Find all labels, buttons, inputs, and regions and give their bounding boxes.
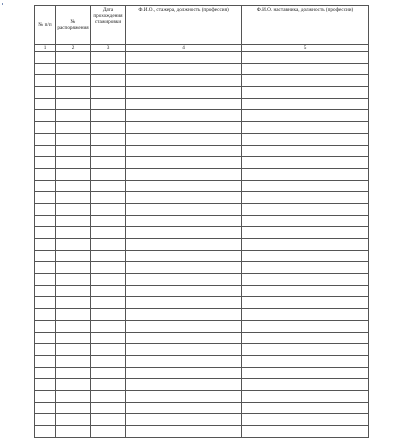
table-cell [126,133,242,145]
header-trainee-name: Ф.И.О., стажера, должность (профессия) [126,6,242,45]
table-row [35,250,369,262]
table-cell [242,332,369,344]
table-row [35,344,369,356]
table-row [35,239,369,251]
table-cell [91,355,126,367]
table-cell [91,98,126,110]
table-cell [242,367,369,379]
table-cell [56,367,91,379]
table-cell [91,227,126,239]
table-cell [35,355,56,367]
table-cell [126,402,242,414]
internship-log-table [34,5,369,438]
column-number: 3 [91,45,126,52]
table-cell [91,133,126,145]
table-cell [56,122,91,134]
table-cell [126,192,242,204]
table-cell [56,239,91,251]
table-cell [56,426,91,438]
table-cell [126,110,242,122]
table-cell [242,402,369,414]
table-cell [91,250,126,262]
table-cell [35,110,56,122]
table-cell [35,98,56,110]
table-cell [35,426,56,438]
table-row [35,63,369,75]
table-cell [126,379,242,391]
table-cell [35,145,56,157]
table-cell [91,215,126,227]
table-cell [56,145,91,157]
table-cell [35,332,56,344]
table-row [35,122,369,134]
table-row [35,98,369,110]
table-row [35,110,369,122]
table-cell [242,203,369,215]
table-row [35,274,369,286]
table-cell [35,122,56,134]
table-cell [242,122,369,134]
table-cell [91,262,126,274]
table-cell [126,355,242,367]
table-cell [35,63,56,75]
column-number-row [35,45,369,52]
table-cell [126,390,242,402]
column-number: 2 [56,45,91,52]
table-cell [91,309,126,321]
table-cell [242,227,369,239]
table-cell [56,168,91,180]
table-cell [242,262,369,274]
table-cell [126,75,242,87]
table-row [35,192,369,204]
table-cell [242,168,369,180]
table-row [35,379,369,391]
page-corner-mark [2,3,3,5]
table-cell [242,63,369,75]
table-cell [56,274,91,286]
table-cell [56,250,91,262]
table-cell [35,75,56,87]
table-cell [56,379,91,391]
table-cell [242,297,369,309]
table-cell [242,285,369,297]
table-cell [56,63,91,75]
table-cell [126,145,242,157]
table-cell [91,285,126,297]
header-row [35,6,369,45]
table-row [35,426,369,438]
header-internship-date: Дата прохождения стажировки [91,6,126,45]
table-cell [91,332,126,344]
table-row [35,285,369,297]
table-cell [91,297,126,309]
table-cell [126,227,242,239]
table-cell [126,87,242,99]
table-row [35,203,369,215]
table-cell [242,215,369,227]
table-cell [242,110,369,122]
table-row [35,52,369,64]
table-cell [242,133,369,145]
table-row [35,157,369,169]
column-number: 5 [242,45,369,52]
table-row [35,168,369,180]
table-cell [56,355,91,367]
table-cell [35,367,56,379]
table-cell [56,344,91,356]
table-cell [35,297,56,309]
table-cell [35,239,56,251]
table-cell [35,203,56,215]
table-cell [126,203,242,215]
table-row [35,262,369,274]
table-cell [242,379,369,391]
table-cell [35,52,56,64]
table-cell [91,63,126,75]
table-cell [242,309,369,321]
table-cell [56,157,91,169]
table-cell [91,52,126,64]
table-cell [126,168,242,180]
table-cell [242,75,369,87]
table-cell [56,75,91,87]
table-cell [35,157,56,169]
table-cell [91,180,126,192]
table-cell [56,110,91,122]
table-row [35,332,369,344]
table-cell [242,98,369,110]
table-row [35,390,369,402]
table-cell [35,320,56,332]
table-cell [242,344,369,356]
table-cell [35,133,56,145]
table-cell [56,227,91,239]
table-cell [91,122,126,134]
table-cell [126,63,242,75]
table-cell [126,414,242,426]
table-cell [126,426,242,438]
table-cell [35,227,56,239]
table-cell [242,250,369,262]
table-cell [91,367,126,379]
table-cell [56,285,91,297]
table-cell [242,239,369,251]
table-cell [56,133,91,145]
table-cell [91,192,126,204]
table-row [35,75,369,87]
table-cell [91,426,126,438]
table-cell [91,110,126,122]
column-number: 1 [35,45,56,52]
table-row [35,297,369,309]
table-cell [126,52,242,64]
table-cell [126,344,242,356]
table-cell [91,145,126,157]
header-number: № п/п [35,6,56,45]
table-cell [242,390,369,402]
table-row [35,215,369,227]
table-cell [126,239,242,251]
table-cell [91,274,126,286]
table-cell [91,203,126,215]
table-cell [126,367,242,379]
table-cell [91,87,126,99]
table-cell [242,157,369,169]
table-cell [91,379,126,391]
header-mentor-name: Ф.И.О. наставника, должность (профессии) [242,6,369,45]
table-cell [56,98,91,110]
header-order-number: № распоряжения [56,6,91,45]
table-cell [91,344,126,356]
table-cell [56,262,91,274]
table-row [35,367,369,379]
table-cell [126,215,242,227]
table-row [35,355,369,367]
table-cell [91,157,126,169]
table-cell [91,168,126,180]
table-cell [35,215,56,227]
table-cell [126,285,242,297]
table-row [35,227,369,239]
table-cell [35,414,56,426]
table-cell [91,390,126,402]
table-cell [126,320,242,332]
table-cell [242,355,369,367]
table-cell [126,297,242,309]
table-cell [126,274,242,286]
table-cell [242,414,369,426]
table-cell [126,309,242,321]
table-cell [56,192,91,204]
table-cell [56,320,91,332]
table-cell [126,98,242,110]
column-number: 4 [126,45,242,52]
table-cell [56,297,91,309]
table-cell [35,168,56,180]
table-cell [35,285,56,297]
table-cell [91,239,126,251]
table-row [35,309,369,321]
table-cell [56,332,91,344]
table-cell [56,180,91,192]
table-cell [56,215,91,227]
table-cell [242,274,369,286]
table-cell [35,274,56,286]
table-cell [56,402,91,414]
table-cell [56,52,91,64]
table-cell [242,52,369,64]
table-cell [91,402,126,414]
table-cell [56,203,91,215]
table-cell [126,262,242,274]
table-row [35,320,369,332]
table-cell [56,390,91,402]
table-cell [35,309,56,321]
table-cell [242,180,369,192]
table-row [35,402,369,414]
table-cell [35,87,56,99]
table-cell [35,250,56,262]
table-cell [35,180,56,192]
table-cell [35,379,56,391]
table-cell [35,192,56,204]
table-cell [35,262,56,274]
table-row [35,180,369,192]
table-cell [56,309,91,321]
table-cell [35,402,56,414]
table-cell [35,344,56,356]
table-body [35,52,369,438]
table-row [35,414,369,426]
table-cell [242,87,369,99]
table-cell [126,157,242,169]
table-cell [91,320,126,332]
table-cell [91,75,126,87]
table-cell [56,414,91,426]
table-cell [242,320,369,332]
table-cell [242,426,369,438]
table-cell [126,250,242,262]
table-cell [126,122,242,134]
table-cell [242,192,369,204]
table-cell [35,390,56,402]
table-cell [126,332,242,344]
table-cell [126,180,242,192]
table-cell [242,145,369,157]
table-cell [91,414,126,426]
table-row [35,145,369,157]
table-row [35,133,369,145]
table-cell [56,87,91,99]
table-row [35,87,369,99]
